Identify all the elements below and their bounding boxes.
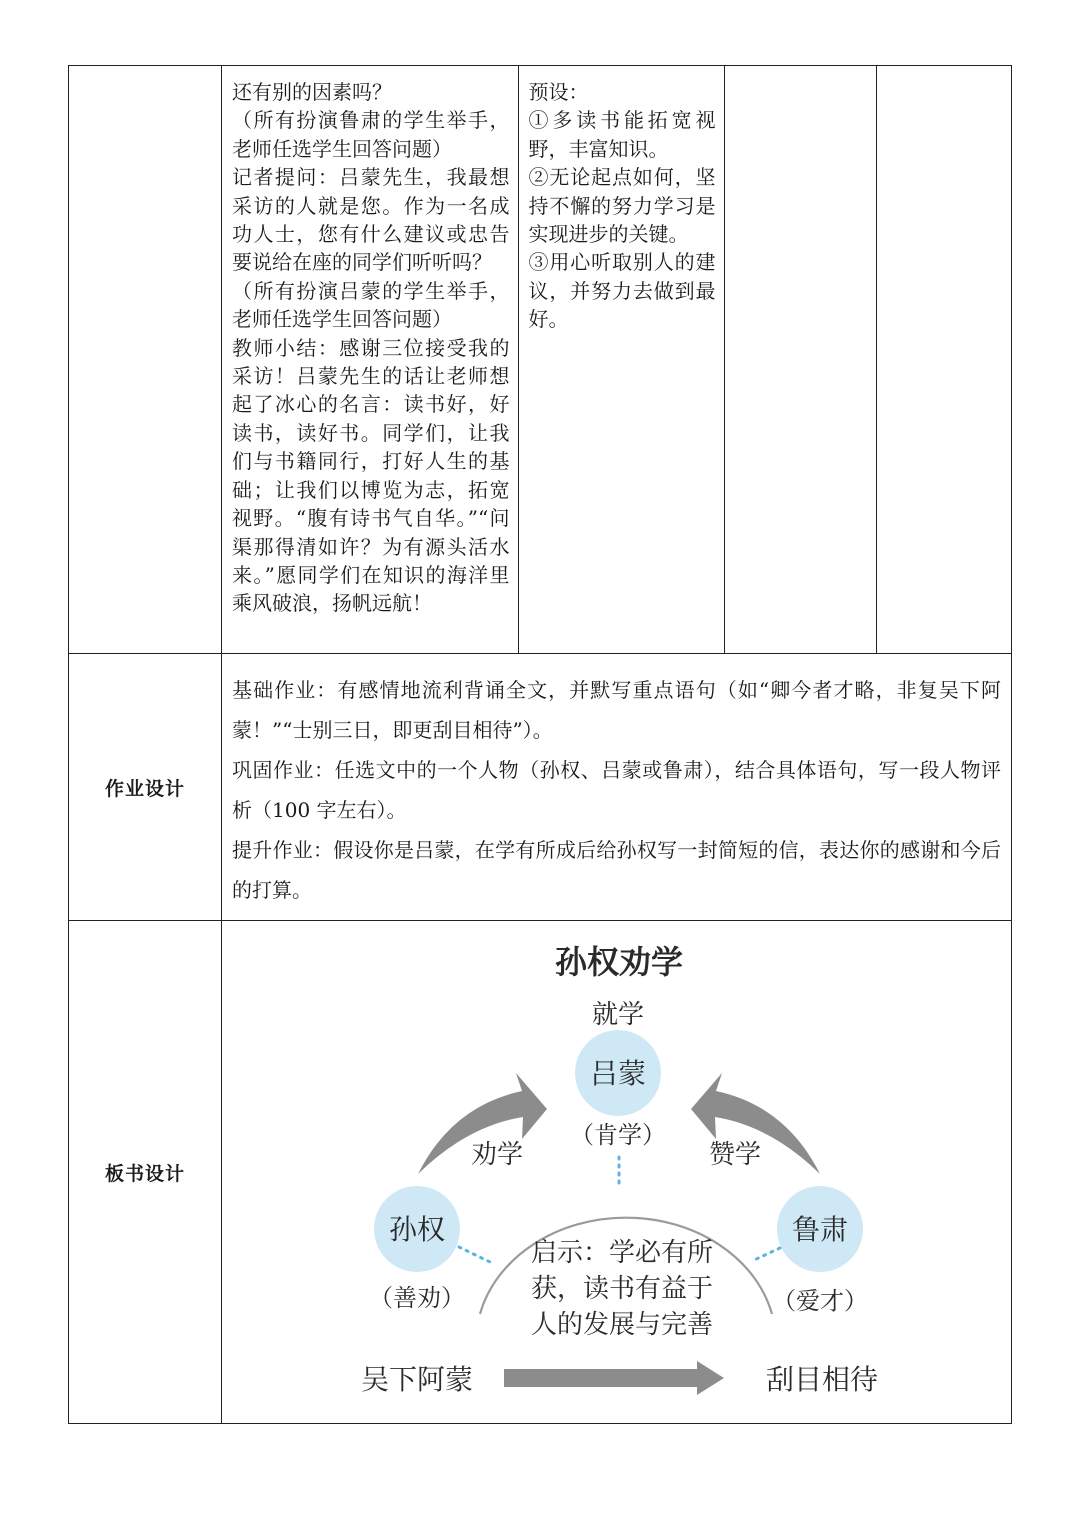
lesson-plan-table xyxy=(68,65,1012,1424)
homework-line: 提升作业：假设你是吕蒙，在学有所成后给孙权写一封简短的信，表达你的感谢和今后的打算。 xyxy=(232,838,1001,902)
preset-line: ②无论起点如何，坚持不懈的努力学习是实现进步的关键。 xyxy=(528,165,716,247)
transformation-arrow xyxy=(504,1361,724,1395)
teacher-line: 还有别的因素吗？ xyxy=(232,80,392,104)
right-arrow-label: 赞学 xyxy=(708,1140,762,1170)
board-row xyxy=(69,921,1012,1424)
left-trait: （善劝） xyxy=(369,1284,465,1312)
top-word: 就学 xyxy=(591,1000,645,1030)
insight-line: 人的发展与完善 xyxy=(530,1310,714,1340)
right-connector xyxy=(752,1248,780,1261)
insight-line: 获，读书有益于 xyxy=(530,1274,714,1304)
empty-cell xyxy=(724,66,877,654)
activity-row xyxy=(69,66,1012,654)
left-connector xyxy=(459,1247,492,1263)
right-person: 鲁肃 xyxy=(791,1213,849,1246)
teacher-line: 教师小结：感谢三位接受我的采访！吕蒙先生的话让老师想起了冰心的名言：读书好，好读书，读好书。同学们，让我们与书籍同行，打好人生的基础；让我们以博览为志，拓宽视野。“腹有诗书气自华。”“问渠那得清如许？为有源头活水来。”愿同学们在知识的海洋里乘风破浪，扬帆远航！ xyxy=(232,335,510,616)
homework-line: 巩固作业：任选文中的一个人物（孙权、吕蒙或鲁肃），结合具体语句，写一段人物评析（100 字左右）。 xyxy=(232,758,1001,822)
bottom-left-phrase: 吴下阿蒙 xyxy=(360,1363,474,1396)
homework-label: 作业设计 xyxy=(69,654,222,921)
board-title: 孙权劝学 xyxy=(554,943,684,981)
board-diagram xyxy=(222,921,1011,1421)
teacher-line: 记者提问：吕蒙先生，我最想采访的人就是您。作为一名成功人士，您有什么建议或忠告要说给在座的同学们听听吗？ xyxy=(232,165,510,275)
preset-line: ①多读书能拓宽视野，丰富知识。 xyxy=(528,108,716,161)
board-label: 板书设计 xyxy=(69,921,222,1424)
homework-line: 基础作业：有感情地流利背诵全文，并默写重点语句（如“卿今者才略，非复吴下阿蒙！”“士别三日，即更刮目相待”）。 xyxy=(232,678,1001,742)
bottom-right-phrase: 刮目相待 xyxy=(765,1363,879,1396)
center-person: 吕蒙 xyxy=(589,1057,647,1090)
insight-line: 启示：学必有所 xyxy=(530,1238,714,1268)
left-arrow-label: 劝学 xyxy=(470,1140,524,1170)
right-trait: （爱才） xyxy=(772,1287,868,1315)
teacher-activity-cell xyxy=(222,66,519,654)
homework-row xyxy=(69,654,1012,921)
board-diagram-cell xyxy=(222,921,1012,1424)
activity-label-cell xyxy=(69,66,222,654)
student-activity-cell xyxy=(518,66,724,654)
preset-line: ③用心听取别人的建议，并努力去做到最好。 xyxy=(528,250,716,332)
empty-cell xyxy=(877,66,1012,654)
teacher-line: （所有扮演吕蒙的学生举手，老师任选学生回答问题） xyxy=(232,278,510,332)
left-person: 孙权 xyxy=(388,1213,446,1246)
center-trait: （肯学） xyxy=(570,1121,666,1149)
homework-content-cell xyxy=(222,654,1012,921)
preset-line: 预设： xyxy=(528,80,589,104)
teacher-line: （所有扮演鲁肃的学生举手，老师任选学生回答问题） xyxy=(232,108,510,161)
